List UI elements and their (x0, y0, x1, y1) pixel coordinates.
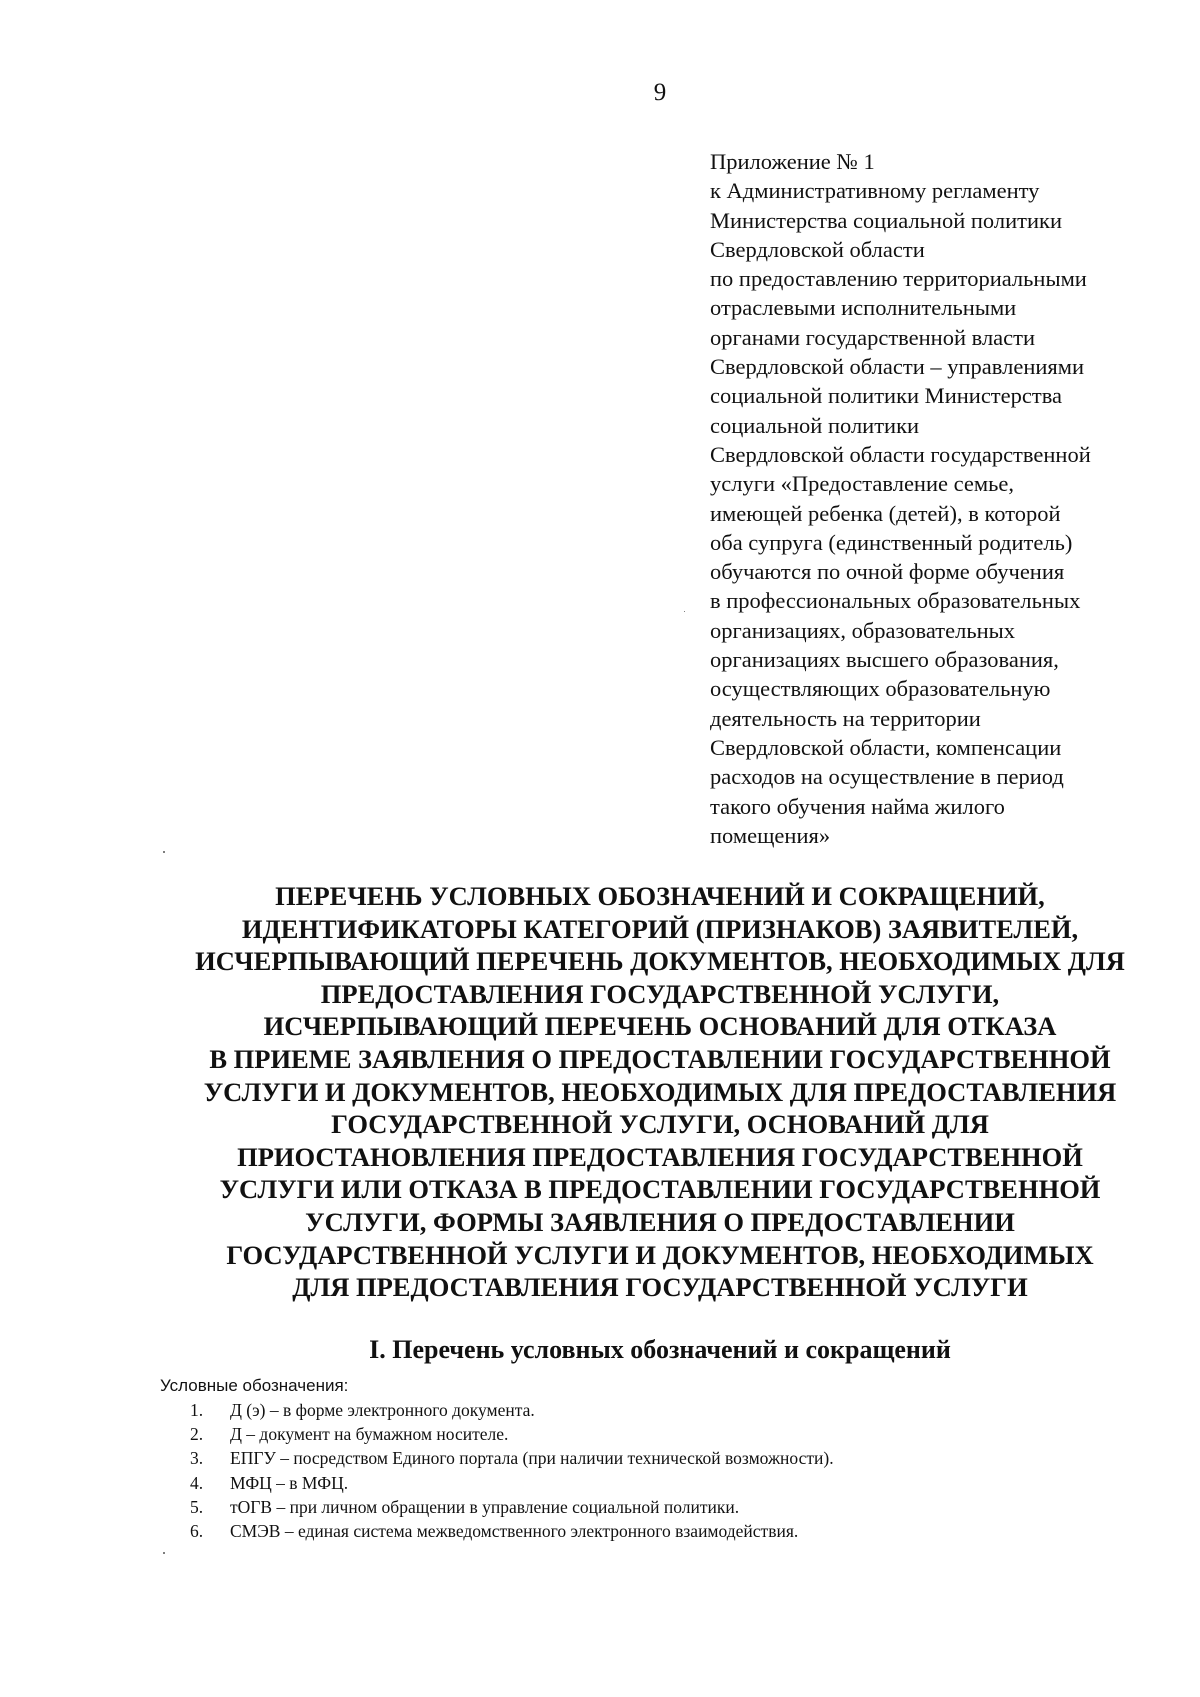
text-line: органами государственной власти (710, 324, 1036, 350)
list-item (190, 1446, 834, 1470)
text-line: осуществляющих образовательную (710, 676, 1051, 702)
text-line: в профессиональных образовательных (710, 588, 1081, 614)
text-line: деятельность на территории (710, 705, 981, 731)
text-line: Свердловской области государственной (710, 441, 1091, 467)
text-line: услуги «Предоставление семье, (710, 471, 1014, 497)
appendix-header (710, 147, 1190, 850)
list-item (190, 1471, 834, 1495)
list-item-text: Д – документ на бумажном носителе. (230, 1424, 509, 1445)
legend-heading: Условные обозначения: (160, 1376, 349, 1395)
text-line: УСЛУГИ И ДОКУМЕНТОВ, НЕОБХОДИМЫХ ДЛЯ ПРЕДОСТАВЛЕНИЯ (203, 1076, 1117, 1107)
text-line: ИСЧЕРПЫВАЮЩИЙ ПЕРЕЧЕНЬ ДОКУМЕНТОВ, НЕОБХОДИМЫХ ДЛЯ (195, 946, 1125, 977)
document-title (150, 880, 1170, 1304)
text-line: отраслевыми исполнительными (710, 295, 1017, 321)
text-line: УСЛУГИ ИЛИ ОТКАЗА В ПРЕДОСТАВЛЕНИИ ГОСУДАРСТВЕННОЙ (219, 1174, 1101, 1205)
list-item (190, 1495, 834, 1519)
text-line: помещения» (710, 822, 831, 848)
section-title: I. Перечень условных обозначений и сокращений (369, 1335, 951, 1364)
list-item-number: 1. (190, 1400, 204, 1420)
list-item-number: 5. (190, 1496, 204, 1517)
text-line: социальной политики (710, 412, 920, 438)
list-item-text: Д (э) – в форме электронного документа. (230, 1400, 535, 1420)
text-line: Свердловской области – управлениями (710, 354, 1085, 380)
list-item (190, 1422, 834, 1446)
text-line: имеющей ребенка (детей), в которой (710, 500, 1061, 526)
text-line: социальной политики Министерства (710, 383, 1063, 409)
text-line: по предоставлению территориальными (710, 266, 1087, 292)
text-line: ГОСУДАРСТВЕННОЙ УСЛУГИ, ОСНОВАНИЙ ДЛЯ (331, 1109, 989, 1140)
list-item (190, 1519, 834, 1543)
list-item-number: 6. (190, 1521, 204, 1542)
text-line: ПРИОСТАНОВЛЕНИЯ ПРЕДОСТАВЛЕНИЯ ГОСУДАРСТВЕННОЙ (237, 1141, 1083, 1172)
scan-speck (163, 1552, 165, 1554)
text-line: организациях высшего образования, (710, 647, 1059, 673)
text-line: расходов на осуществление в период (710, 764, 1064, 790)
text-line: оба супруга (единственный родитель) (710, 529, 1073, 555)
text-line: к Административному регламенту (710, 178, 1040, 204)
list-item-text: МФЦ – в МФЦ. (230, 1472, 349, 1493)
text-line: ПРЕДОСТАВЛЕНИЯ ГОСУДАРСТВЕННОЙ УСЛУГИ, (320, 978, 1000, 1009)
list-item-number: 4. (190, 1472, 204, 1493)
list-item-number: 2. (190, 1424, 204, 1445)
text-line: такого обучения найма жилого (710, 793, 1005, 819)
list-item-text: СМЭВ – единая система межведомственного электронного взаимодействия. (230, 1521, 799, 1542)
text-line: ПЕРЕЧЕНЬ УСЛОВНЫХ ОБОЗНАЧЕНИЙ И СОКРАЩЕНИЙ, (275, 881, 1045, 911)
text-line: ИДЕНТИФИКАТОРЫ КАТЕГОРИЙ (ПРИЗНАКОВ) ЗАЯВИТЕЛЕЙ, (241, 913, 1079, 944)
list-item-number: 3. (190, 1448, 204, 1469)
list-item-text: тОГВ – при личном обращении в управление социальной политики. (230, 1496, 740, 1517)
text-line: ИСЧЕРПЫВАЮЩИЙ ПЕРЕЧЕНЬ ОСНОВАНИЙ ДЛЯ ОТКАЗА (263, 1011, 1057, 1042)
page-number: 9 (653, 79, 667, 106)
legend-list (190, 1398, 834, 1543)
list-item (190, 1398, 834, 1422)
list-item-text: ЕПГУ – посредством Единого портала (при наличии технической возможности). (230, 1448, 834, 1469)
scan-speck (684, 611, 685, 612)
text-line: ГОСУДАРСТВЕННОЙ УСЛУГИ И ДОКУМЕНТОВ, НЕОБХОДИМЫХ (226, 1239, 1094, 1270)
scan-speck (163, 851, 165, 853)
text-line: Министерства социальной политики (710, 207, 1063, 233)
text-line: ДЛЯ ПРЕДОСТАВЛЕНИЯ ГОСУДАРСТВЕННОЙ УСЛУГИ (292, 1272, 1028, 1303)
text-line: В ПРИЕМЕ ЗАЯВЛЕНИЯ О ПРЕДОСТАВЛЕНИИ ГОСУДАРСТВЕННОЙ (209, 1043, 1111, 1074)
text-line: обучаются по очной форме обучения (710, 559, 1065, 585)
text-line: Свердловской области (710, 236, 925, 262)
text-line: Свердловской области, компенсации (710, 734, 1062, 760)
text-line: организациях, образовательных (710, 617, 1015, 643)
text-line: УСЛУГИ, ФОРМЫ ЗАЯВЛЕНИЯ О ПРЕДОСТАВЛЕНИИ (305, 1206, 1015, 1237)
text-line: Приложение № 1 (710, 149, 875, 174)
